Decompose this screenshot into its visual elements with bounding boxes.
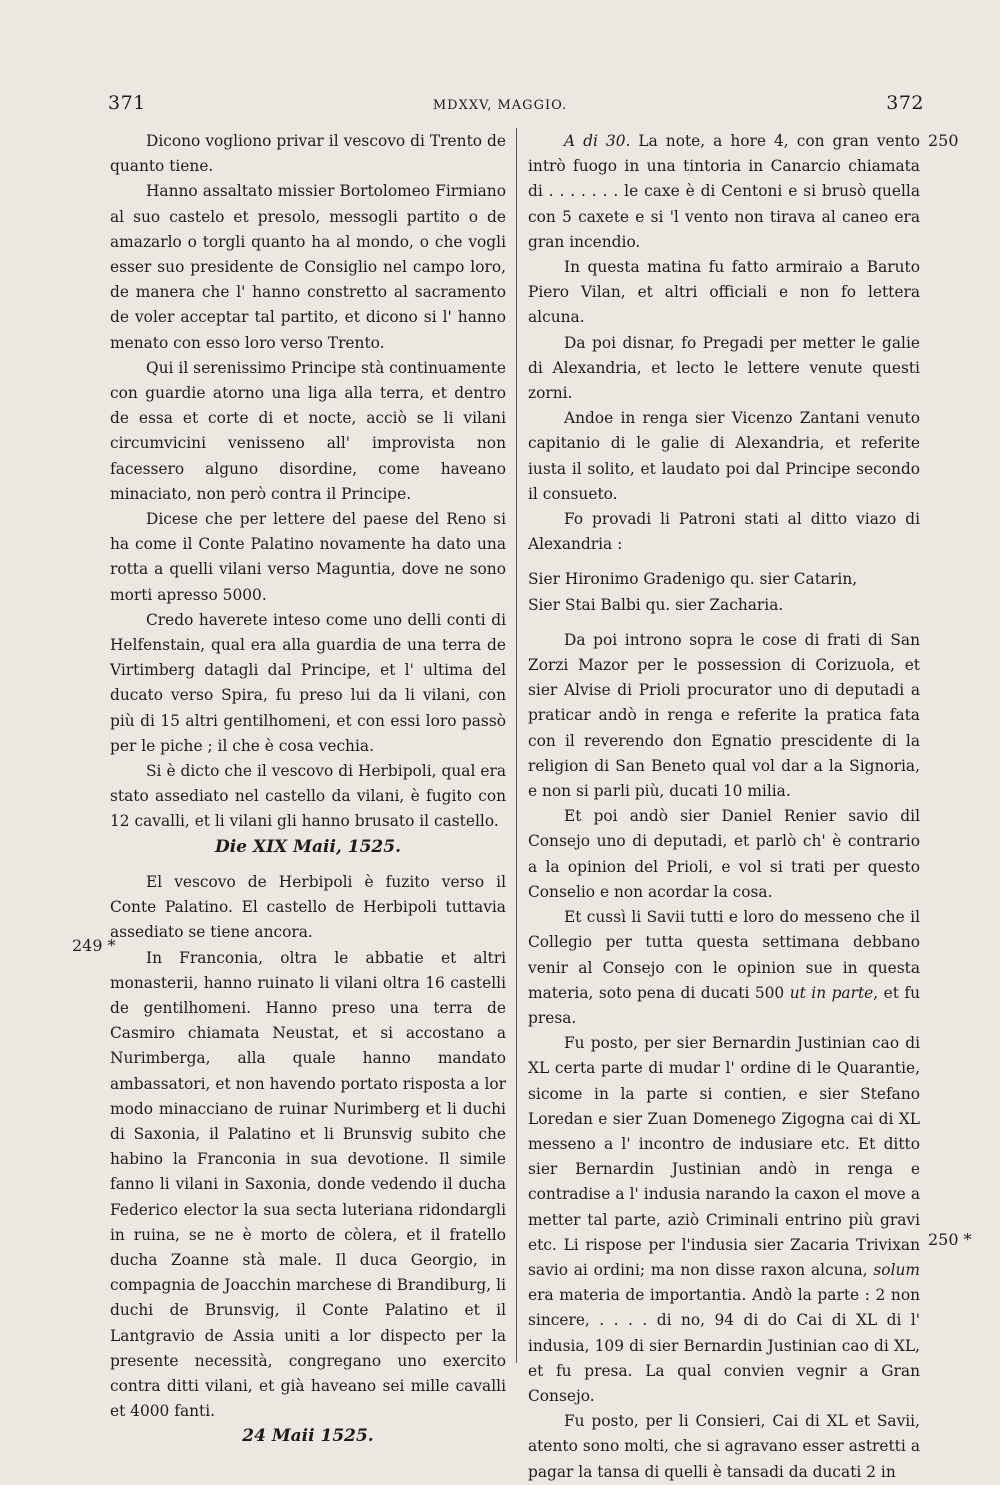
paragraph: Si è dicto che il vescovo di Herbipoli, qual era stato assediato nel castello da vilani, è fugito con 12 cavalli, et li vilani gli hanno brusato il castello. xyxy=(110,762,506,831)
paragraph: El vescovo de Herbipoli è fuzito verso il Conte Palatino. El castello de Herbipoli tuttavia assediato se tiene ancora. xyxy=(110,872,506,942)
left-page-number: 371 xyxy=(108,92,146,114)
date-lead: A di 30. xyxy=(564,132,631,150)
paragraph: Fu posto, per li Consieri, Cai di XL et Savii, atento sono molti, che si agravano esser astretti a pagar la tansa di quelli è tansadi da ducati 2 in xyxy=(528,1412,920,1481)
paragraph: Dicono vogliono privar il vescovo di Trento de quanto tiene. xyxy=(110,132,506,176)
paragraph: Dicese che per lettere del paese del Reno si ha come il Conte Palatino novamente ha dato una rotta a quelli vilani verso Maguntia, dove ne sono morti apresso 5000. xyxy=(110,510,506,604)
right-column xyxy=(528,129,920,1485)
date-heading: 24 Maii 1525. xyxy=(242,1426,374,1447)
date-heading: Die XIX Maii, 1525. xyxy=(214,836,401,857)
paragraph: A di 30. La note, a hore 4, con gran vento intrò fuogo in una tintoria in Canarcio chiamata di . . . . . . . le caxe è di Centoni e si brusò quella con 5 caxete e si 'l vento non tirava al caneo era gran incendio. xyxy=(528,132,920,251)
paragraph: Fu posto, per sier Bernardin Justinian cao di XL certa parte di mudar l' ordine di le Quarantie, sicome in la parte si contien, e sier Stefano Loredan e sier Zuan Domenego Zigogna cai di XL messeno a l' incontro de indusiare etc. Et ditto sier Bernardin Justinian andò in renga e contradise a l' indusia narando la caxon el move a metter tal parte, aziò Criminali entrino più gravi etc. Li rispose per l'indusia sier Zacaria Trivixan savio ai ordini; ma non disse raxon alcuna, solum era materia de importantia. Andò la parte : 2 non sincere, . . . . di no, 94 di do Cai di XL di l' indusia, 109 di sier Bernardin Justinian cao di XL, et fu presa. La qual convien vegnir a Gran Consejo. xyxy=(528,1034,920,1405)
column-divider xyxy=(516,128,517,1363)
left-column xyxy=(110,129,506,1450)
right-page-number: 372 xyxy=(886,92,924,114)
margin-note-249: 249 * xyxy=(72,936,116,955)
paragraph: Et cussì li Savii tutti e loro do messeno che il Collegio per tutta questa settimana debbano venir al Consejo con le opinion sue in questa materia, soto pena di ducati 500 ut in parte, et fu presa. xyxy=(528,908,920,1027)
paragraph: In Franconia, oltra le abbatie et altri monasterii, hanno ruinato li vilani oltra 16 castelli de gentilhomeni. Hanno preso una terra de Casmiro chiamata Neustat, et si accostano a Nurimberga, alla quale hanno mandato ambassatori, et non havendo portato risposta a lor modo minacciano de ruinar Nurimberg et li duchi di Saxonia, il Palatino et li Brunsvig subito che habino la Franconia in sua devotione. Il simile fanno li vilani in Saxonia, donde vedendo il ducha Federico elector la sua secta luteriana ridondargli in ruina, se ne è morto de còlera, et il fratello ducha Zoanne stà male. Il duca Georgio, in compagnia de Joacchin marchese di Brandiburg, li duchi de Brunsvig, il Conte Palatino et il Lantgravio de Assia uniti a lor dispecto per la presente necessità, congregano uno exercito contra ditti vilani, et già haveano sei mille cavalli et 4000 fanti. xyxy=(110,948,506,1421)
paragraph: Et poi andò sier Daniel Renier savio dil Consejo uno di deputadi, et parlò ch' è contrario a la opinion del Prioli, e vol si trati per questo Conselio e non acordar la cosa. xyxy=(528,807,920,901)
paragraph: Credo haverete inteso come uno delli conti di Helfenstain, qual era alla guardia de una terra de Virtimberg datagli dal Principe, et l' ultima del ducato verso Spira, fu preso lui da li vilani, con più di 15 altri gentilhomeni, et con essi loro passò per le piche ; il che è cosa vechia. xyxy=(110,610,506,755)
running-title: MDXXV, MAGGIO. xyxy=(432,98,568,113)
name-entry: Sier Hironimo Gradenigo qu. sier Catarin, xyxy=(528,570,858,589)
name-entry: Sier Stai Balbi qu. sier Zacharia. xyxy=(528,595,784,614)
paragraph: Hanno assaltato missier Bortolomeo Firmiano al suo castelo et presolo, messogli partito o de amazarlo o torgli quanto ha al mondo, o che vogli esser suo presidente de Consiglio nel campo loro, de manera che l' hanno constretto al sacramento de voler acceptar tal partito, et dicono si l' hanno menato con esso loro verso Trento. xyxy=(110,182,506,352)
paragraph: Qui il serenissimo Principe stà continuamente con guardie atorno una liga alla terra, et dentro de essa et corte di et nocte, acciò se li vilani circumvicini venisseno all' improvista non facessero alguno disordine, come haveano minaciato, non però contra il Principe. xyxy=(110,358,506,503)
paragraph: Da poi introno sopra le cose di frati di San Zorzi Mazor per le possession di Corizuola, et sier Alvise di Prioli procurator uno di deputadi a praticar andò in renga e referite la pratica fata con il reverendo don Egnatio prescidente di la religion di San Beneto qual vol dar a la Signoria, e non si parli più, ducati 10 milia. xyxy=(528,630,920,801)
paragraph: Fo provadi li Patroni stati al ditto viazo di Alexandria : xyxy=(528,510,920,554)
paragraph: Da poi disnar, fo Pregadi per metter le galie di Alexandria, et lecto le lettere venute questi zorni. xyxy=(528,333,920,403)
margin-note-250: 250 xyxy=(928,131,959,150)
paragraph: In questa matina fu fatto armiraio a Baruto Piero Vilan, et altri officiali e non fo lettera alcuna. xyxy=(528,258,920,327)
margin-note-250-star: 250 * xyxy=(928,1230,972,1249)
paragraph: Andoe in renga sier Vicenzo Zantani venuto capitanio di le galie di Alexandria, et referite iusta il solito, et laudato poi dal Principe secondo il consueto. xyxy=(528,409,920,503)
